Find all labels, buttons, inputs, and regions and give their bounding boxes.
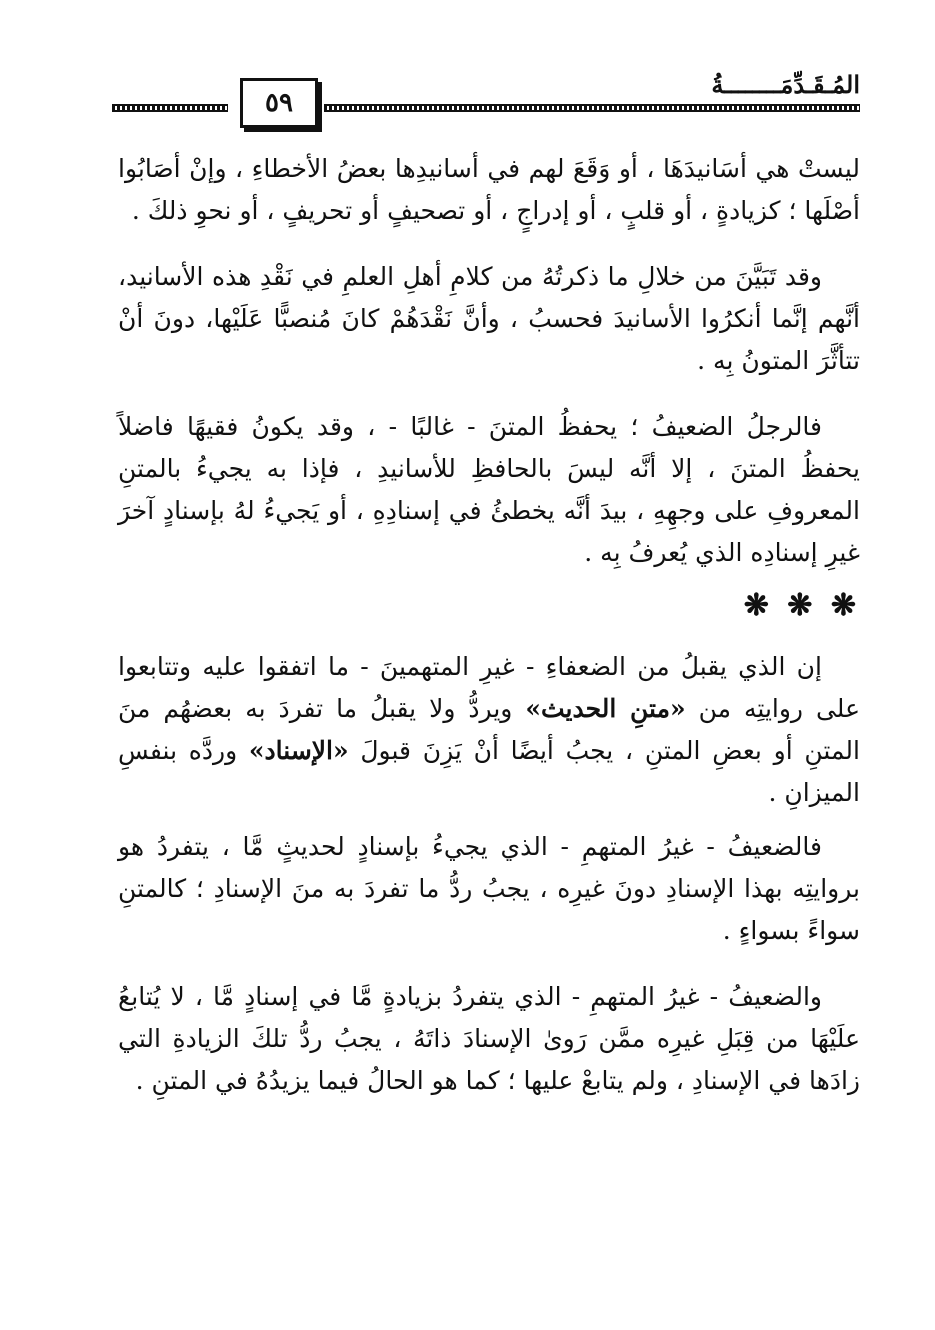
running-title: المُـقَـدِّمَــــــــةُ (711, 70, 860, 99)
page-body (118, 148, 860, 1102)
paragraph-4-text-b: ويردُّ ولا يقبلُ ما تفردَ به بعضهُم منَ المتنِ أو بعضِ المتنِ ، يجبُ أيضًا أنْ يَزِنَ قبولَ (118, 694, 860, 765)
page-header (112, 70, 860, 130)
page-number: ٥٩ (240, 78, 318, 128)
paragraph-4-text-c: وردَّه بنفسِ الميزانِ . (118, 736, 860, 807)
header-rule-left (112, 104, 228, 112)
term-matn-al-hadith: «متنِ الحديث» (525, 694, 686, 723)
paragraph-5: فالضعيفُ - غيرُ المتهمِ - الذي يجيءُ بإسنادٍ لحديثٍ مَّا ، يتفردُ هو بروايتِه بهذا الإسنادِ دونَ غيرِه ، يجبُ ردُّ ما تفردَ به منَ الإسنادِ ؛ كالمتنِ سواءً بسواءٍ . (118, 832, 861, 945)
paragraph-4-text-a: إن الذي يقبلُ من الضعفاءِ - غيرِ المتهمينَ - ما اتفقوا عليه وتتابعوا على روايتِه من (118, 652, 860, 723)
header-rule-right (324, 104, 860, 112)
section-ornament: ❋ ❋ ❋ (743, 588, 860, 623)
paragraph-6: والضعيفُ - غيرُ المتهمِ - الذي يتفردُ بزيادةٍ مَّا في إسنادٍ مَّا ، لا يُتابعُ علَيْهَا من قِبَلِ غيرِه ممَّن رَوىٰ الإسنادَ ذاتَهُ ، يجبُ ردُّ تلكَ الزيادةِ التي زادَها في الإسنادِ ، ولم يتابعْ عليها ؛ كما هو الحالُ فيما يزيدُهُ في المتنِ . (118, 982, 860, 1095)
paragraph-3: فالرجلُ الضعيفُ ؛ يحفظُ المتنَ - غالبًا - ، وقد يكونُ فقيهًا فاضلاً يحفظُ المتنَ ، إلا أنَّه ليسَ بالحافظِ للأسانيدِ ، فإذا به يجيءُ بالمتنِ المعروفِ على وجهِهِ ، بيدَ أنَّه يخطئُ في إسنادِهِ ، أو يَجيءُ لهُ بإسنادٍ آخرَ غيرِ إسنادِه الذي يُعرفُ بِه . (118, 412, 860, 567)
paragraph-4 (118, 646, 860, 814)
term-al-isnad: «الإسناد» (248, 736, 349, 765)
paragraph-2: وقد تَبَيَّنَ من خلالِ ما ذكرتُهُ من كلامِ أهلِ العلمِ في نَقْدِ هذه الأسانيد، أنَّهم إنَّما أنكرُوا الأسانيدَ فحسبُ ، وأنَّ نَقْدَهُمْ كانَ مُنصبًّا عَلَيْها، دونَ أنْ تتأثَّرَ المتونُ بِه . (118, 262, 860, 375)
paragraph-1: ليستْ هي أسَانيدَهَا ، أو وَقَعَ لهم في أسانيدِها بعضُ الأخطاءِ ، وإنْ أصَابُوا أصْلَها ؛ كزيادةٍ ، أو قلبٍ ، أو إدراجٍ ، أو تصحيفٍ أو تحريفٍ ، أو نحوِ ذلكَ . (118, 154, 860, 225)
